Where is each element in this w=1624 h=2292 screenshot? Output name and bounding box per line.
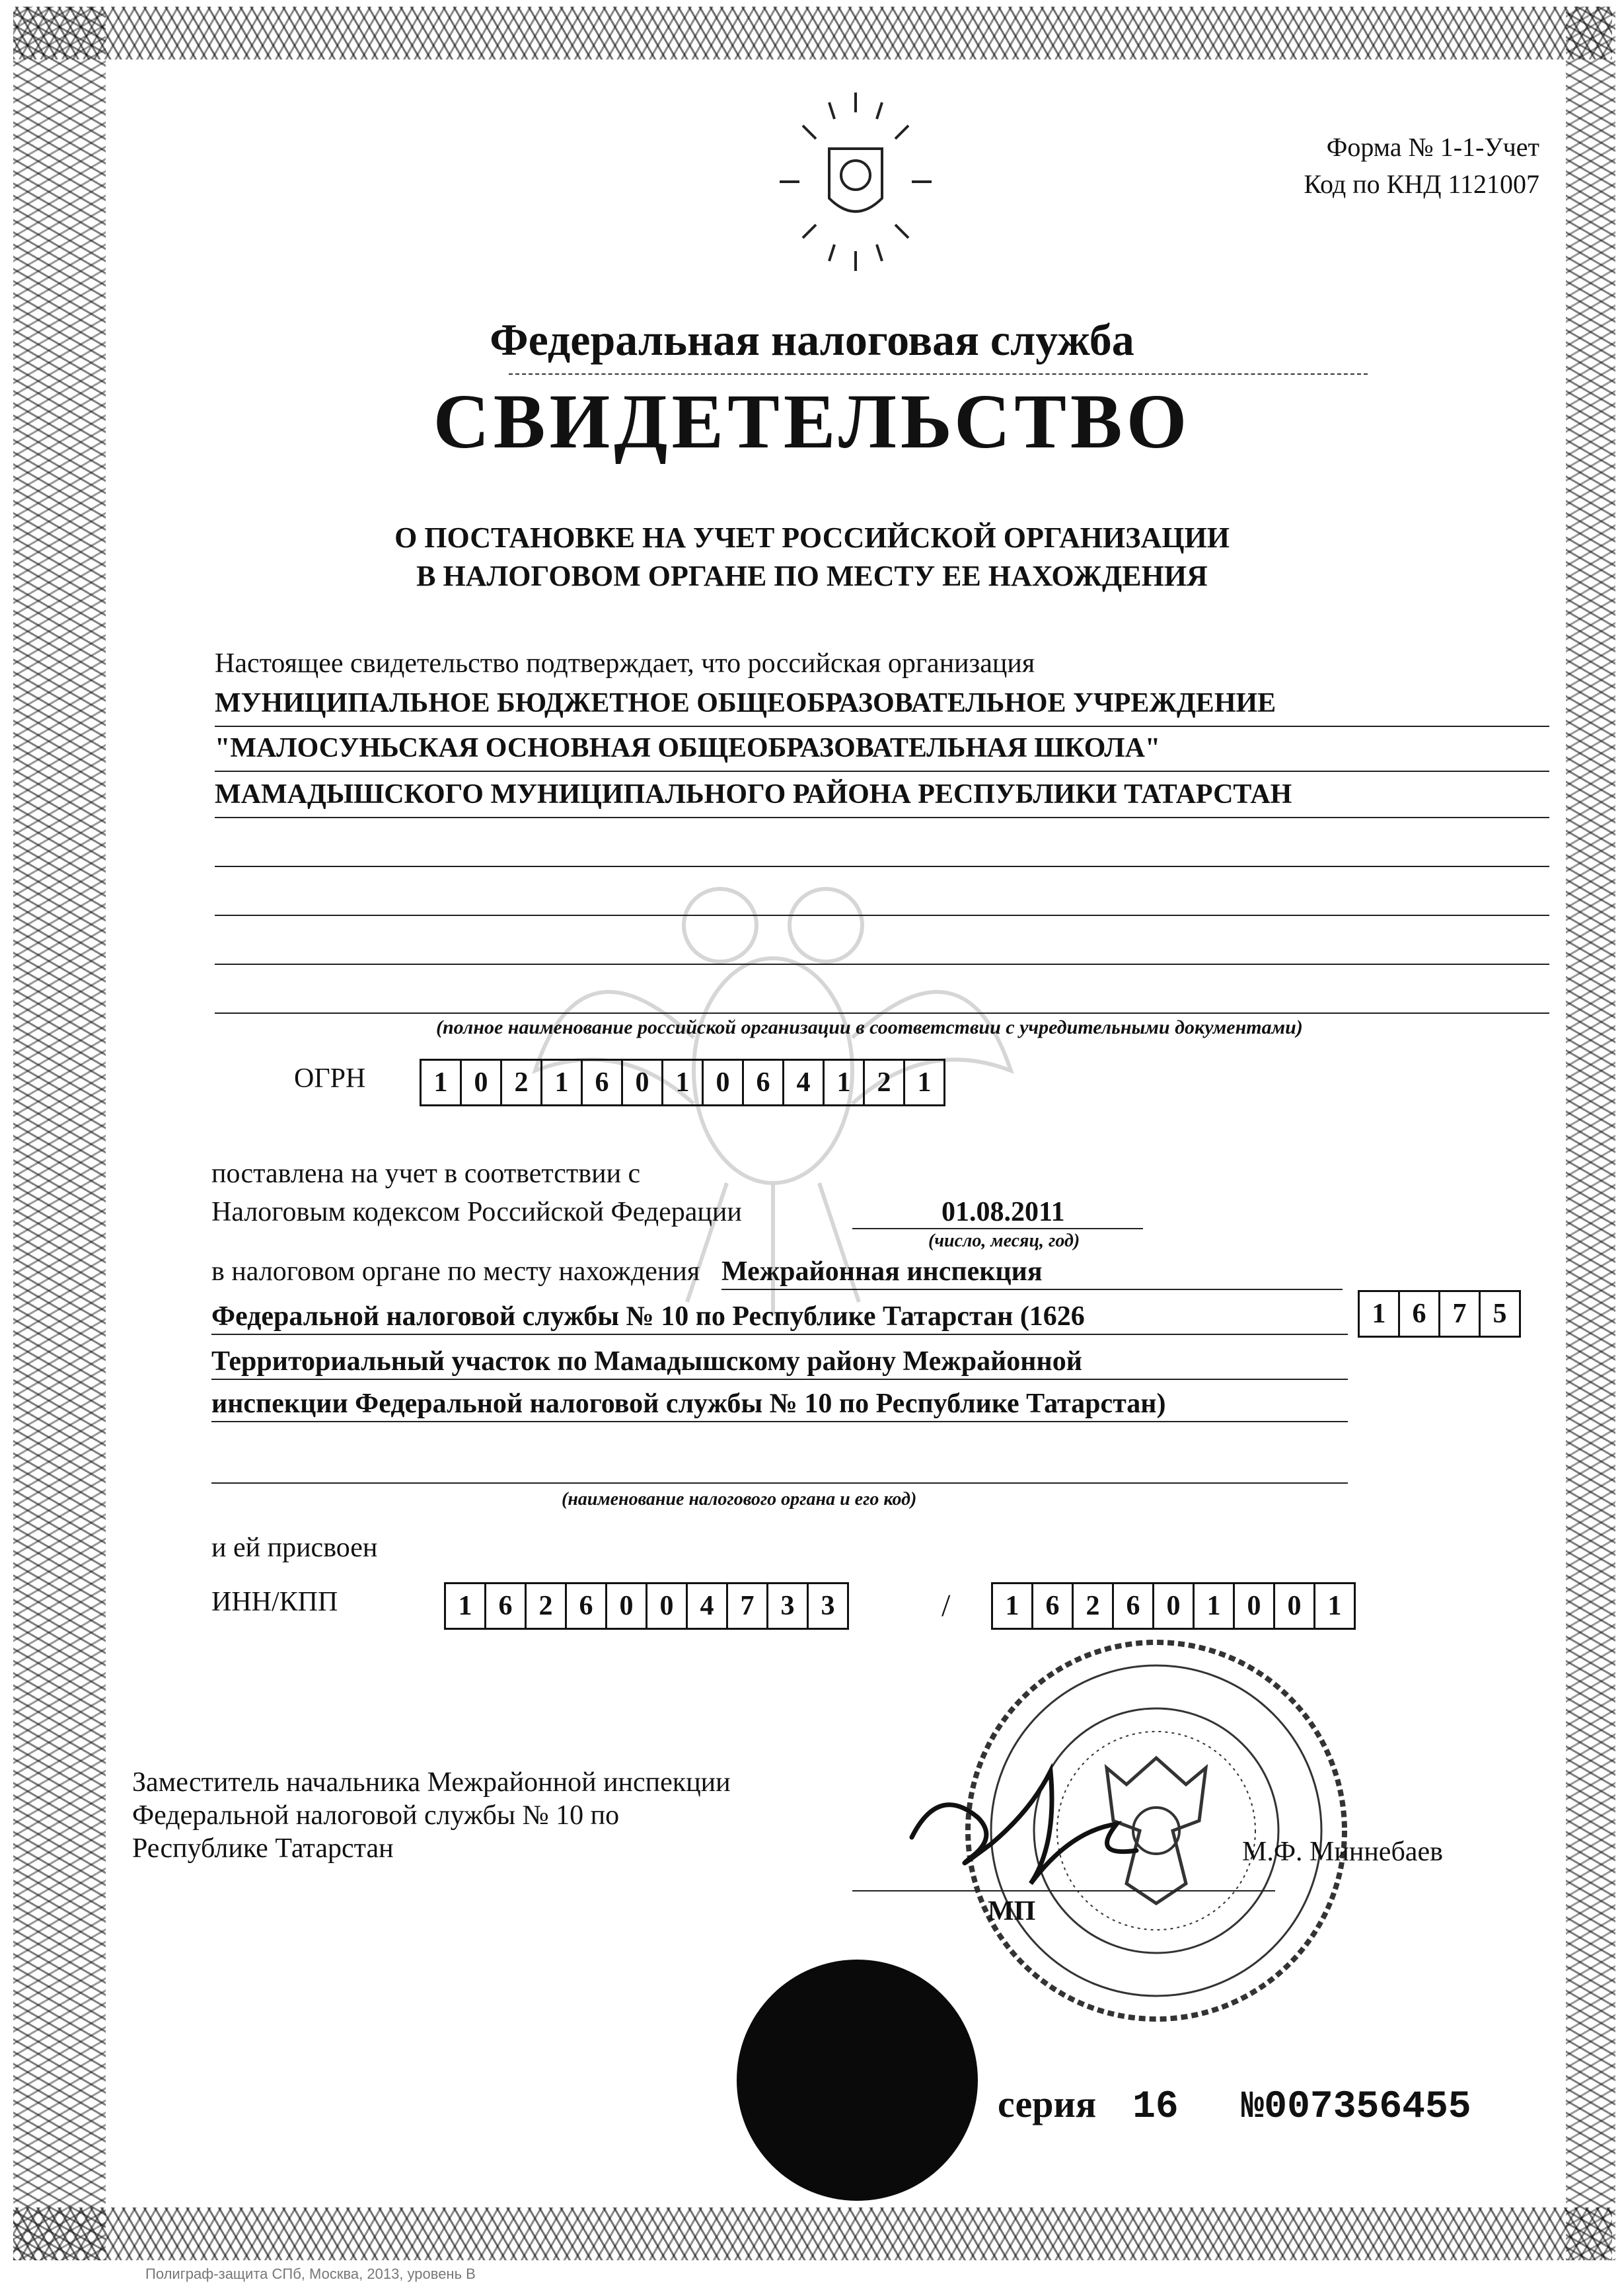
ogrn-digit-cell: 4	[784, 1061, 825, 1104]
position-line-3: Республике Татарстан	[132, 1833, 394, 1864]
inn-digit-cell: 3	[821, 1591, 835, 1621]
certificate-number: №007356455	[1241, 2086, 1471, 2129]
registration-date: 01.08.2011	[941, 1197, 1065, 1227]
tax-code-digit-cell: 7	[1440, 1292, 1481, 1336]
inn-cells	[444, 1582, 849, 1630]
signer-name: М.Ф. Миннебаев	[1242, 1837, 1443, 1867]
kpp-digit-cell: 2	[1074, 1584, 1114, 1628]
org-name-line-1: МУНИЦИПАЛЬНОЕ БЮДЖЕТНОЕ ОБЩЕОБРАЗОВАТЕЛЬНОЕ УЧРЕЖДЕНИЕ	[215, 688, 1276, 718]
tax-authority-name-line-3: Территориальный участок по Мамадышскому району Межрайонной	[211, 1346, 1082, 1377]
agency-underline	[509, 373, 1368, 375]
series-label: серия	[998, 2082, 1097, 2125]
series-value: 16	[1132, 2086, 1179, 2129]
ogrn-digit-cell: 0	[704, 1061, 744, 1104]
subtitle-line-2: В НАЛОГОВОМ ОРГАНЕ ПО МЕСТУ ЕЕ НАХОЖДЕНИЯ	[416, 560, 1208, 592]
stamp-place: МП	[988, 1896, 1036, 1927]
document-title: СВИДЕТЕЛЬСТВО	[433, 378, 1191, 465]
ogrn-digit-cell: 1	[917, 1067, 932, 1098]
org-line-2	[215, 771, 1549, 772]
tax-authority-name-line-2: Федеральной налоговой службы № 10 по Республике Татарстан (1626	[211, 1301, 1085, 1332]
inn-kpp-label: ИНН/КПП	[211, 1587, 338, 1617]
ornamental-border-top	[13, 7, 1612, 59]
inn-kpp-slash: /	[941, 1588, 951, 1623]
signature-line	[852, 1890, 1275, 1891]
kpp-digit-cell: 6	[1114, 1584, 1154, 1628]
ogrn-digit-cell: 6	[583, 1061, 623, 1104]
org-name-line-3: МАМАДЫШСКОГО МУНИЦИПАЛЬНОГО РАЙОНА РЕСПУБЛИКИ ТАТАРСТАН	[215, 779, 1292, 810]
org-name-line-2: "МАЛОСУНЬСКАЯ ОСНОВНАЯ ОБЩЕОБРАЗОВАТЕЛЬНАЯ ШКОЛА"	[215, 733, 1161, 763]
form-number-block	[1295, 129, 1539, 203]
ogrn-digit-cell: 1	[663, 1061, 704, 1104]
org-line-7	[215, 1012, 1549, 1014]
tax-authority-name-line-1: Межрайонная инспекция	[721, 1256, 1043, 1287]
tax-code-digit-cell: 6	[1400, 1292, 1440, 1336]
tax-line-5	[211, 1482, 1348, 1484]
position-line-2: Федеральной налоговой службы № 10 по	[132, 1800, 620, 1831]
inn-digit-cell: 2	[527, 1584, 567, 1628]
ogrn-digit-cell: 1	[542, 1061, 583, 1104]
handwritten-signature-icon	[899, 1745, 1150, 1903]
ogrn-cells	[420, 1059, 945, 1106]
ogrn-label: ОГРН	[294, 1063, 366, 1094]
tax-line-4	[211, 1421, 1348, 1422]
certificate-intro: Настоящее свидетельство подтверждает, что российская организация	[215, 648, 1035, 679]
tax-line-2	[211, 1334, 1348, 1335]
inn-digit-cell: 1	[446, 1584, 486, 1628]
document-subtitle	[0, 519, 1624, 595]
inn-digit-cell: 6	[486, 1584, 527, 1628]
ogrn-digit-cell: 2	[502, 1061, 542, 1104]
inn-digit-cell: 3	[768, 1584, 809, 1628]
form-number: Форма № 1-1-Учет	[1326, 132, 1539, 162]
hologram-sticker	[737, 1960, 978, 2201]
serial-number-block	[998, 2082, 1471, 2129]
ogrn-digit-cell: 0	[623, 1061, 663, 1104]
kpp-digit-cell: 0	[1235, 1584, 1275, 1628]
org-line-3	[215, 817, 1549, 818]
date-underline	[852, 1228, 1143, 1229]
ogrn-digit-cell: 0	[462, 1061, 502, 1104]
tax-authority-name-line-4: инспекции Федеральной налоговой службы № 10 по Республике Татарстан)	[211, 1389, 1166, 1419]
inn-digit-cell: 7	[728, 1584, 768, 1628]
inn-digit-cell: 6	[567, 1584, 607, 1628]
org-line-4	[215, 866, 1549, 867]
kpp-digit-cell: 6	[1033, 1584, 1074, 1628]
inn-digit-cell: 0	[647, 1584, 688, 1628]
tax-code-digit-cell: 5	[1493, 1299, 1507, 1329]
inn-digit-cell: 4	[688, 1584, 728, 1628]
org-line-5	[215, 915, 1549, 916]
tax-authority-code-cells	[1358, 1290, 1521, 1338]
kpp-digit-cell: 0	[1275, 1584, 1315, 1628]
inn-digit-cell: 0	[607, 1584, 647, 1628]
assigned-text: и ей присвоен	[211, 1533, 378, 1563]
tax-line-3	[211, 1379, 1348, 1380]
ornamental-border-bottom	[13, 2207, 1612, 2260]
printer-note: Полиграф-защита СПб, Москва, 2013, уровень В	[145, 2266, 476, 2282]
registration-line-2: Налоговым кодексом Российской Федерации	[211, 1197, 742, 1227]
kpp-digit-cell: 1	[993, 1584, 1033, 1628]
tax-line-1	[721, 1289, 1343, 1290]
kpp-digit-cell: 1	[1195, 1584, 1235, 1628]
ogrn-digit-cell: 2	[865, 1061, 905, 1104]
org-line-6	[215, 964, 1549, 965]
knd-code: Код по КНД 1121007	[1304, 169, 1539, 199]
org-name-caption: (полное наименование российской организации в соответствии с учредительными документами)	[436, 1016, 1303, 1038]
tax-code-digit-cell: 1	[1360, 1292, 1400, 1336]
registration-line-1: поставлена на учет в соответствии с	[211, 1159, 641, 1189]
kpp-digit-cell: 0	[1154, 1584, 1195, 1628]
ogrn-digit-cell: 1	[825, 1061, 865, 1104]
subtitle-line-1: О ПОСТАНОВКЕ НА УЧЕТ РОССИЙСКОЙ ОРГАНИЗАЦИИ	[394, 521, 1230, 554]
agency-name: Федеральная налоговая служба	[490, 315, 1134, 365]
org-line-1	[215, 726, 1549, 727]
ogrn-digit-cell: 6	[744, 1061, 784, 1104]
signer-position	[132, 1766, 731, 1865]
kpp-digit-cell: 1	[1327, 1591, 1342, 1621]
tax-authority-caption: (наименование налогового органа и его код)	[562, 1489, 917, 1509]
tax-authority-intro: в налоговом органе по месту нахождения	[211, 1256, 700, 1287]
kpp-cells	[991, 1582, 1356, 1630]
position-line-1: Заместитель начальника Межрайонной инспекции	[132, 1767, 731, 1798]
state-emblem-icon	[766, 86, 945, 278]
date-caption: (число, месяц, год)	[928, 1231, 1080, 1251]
ogrn-digit-cell: 1	[422, 1061, 462, 1104]
